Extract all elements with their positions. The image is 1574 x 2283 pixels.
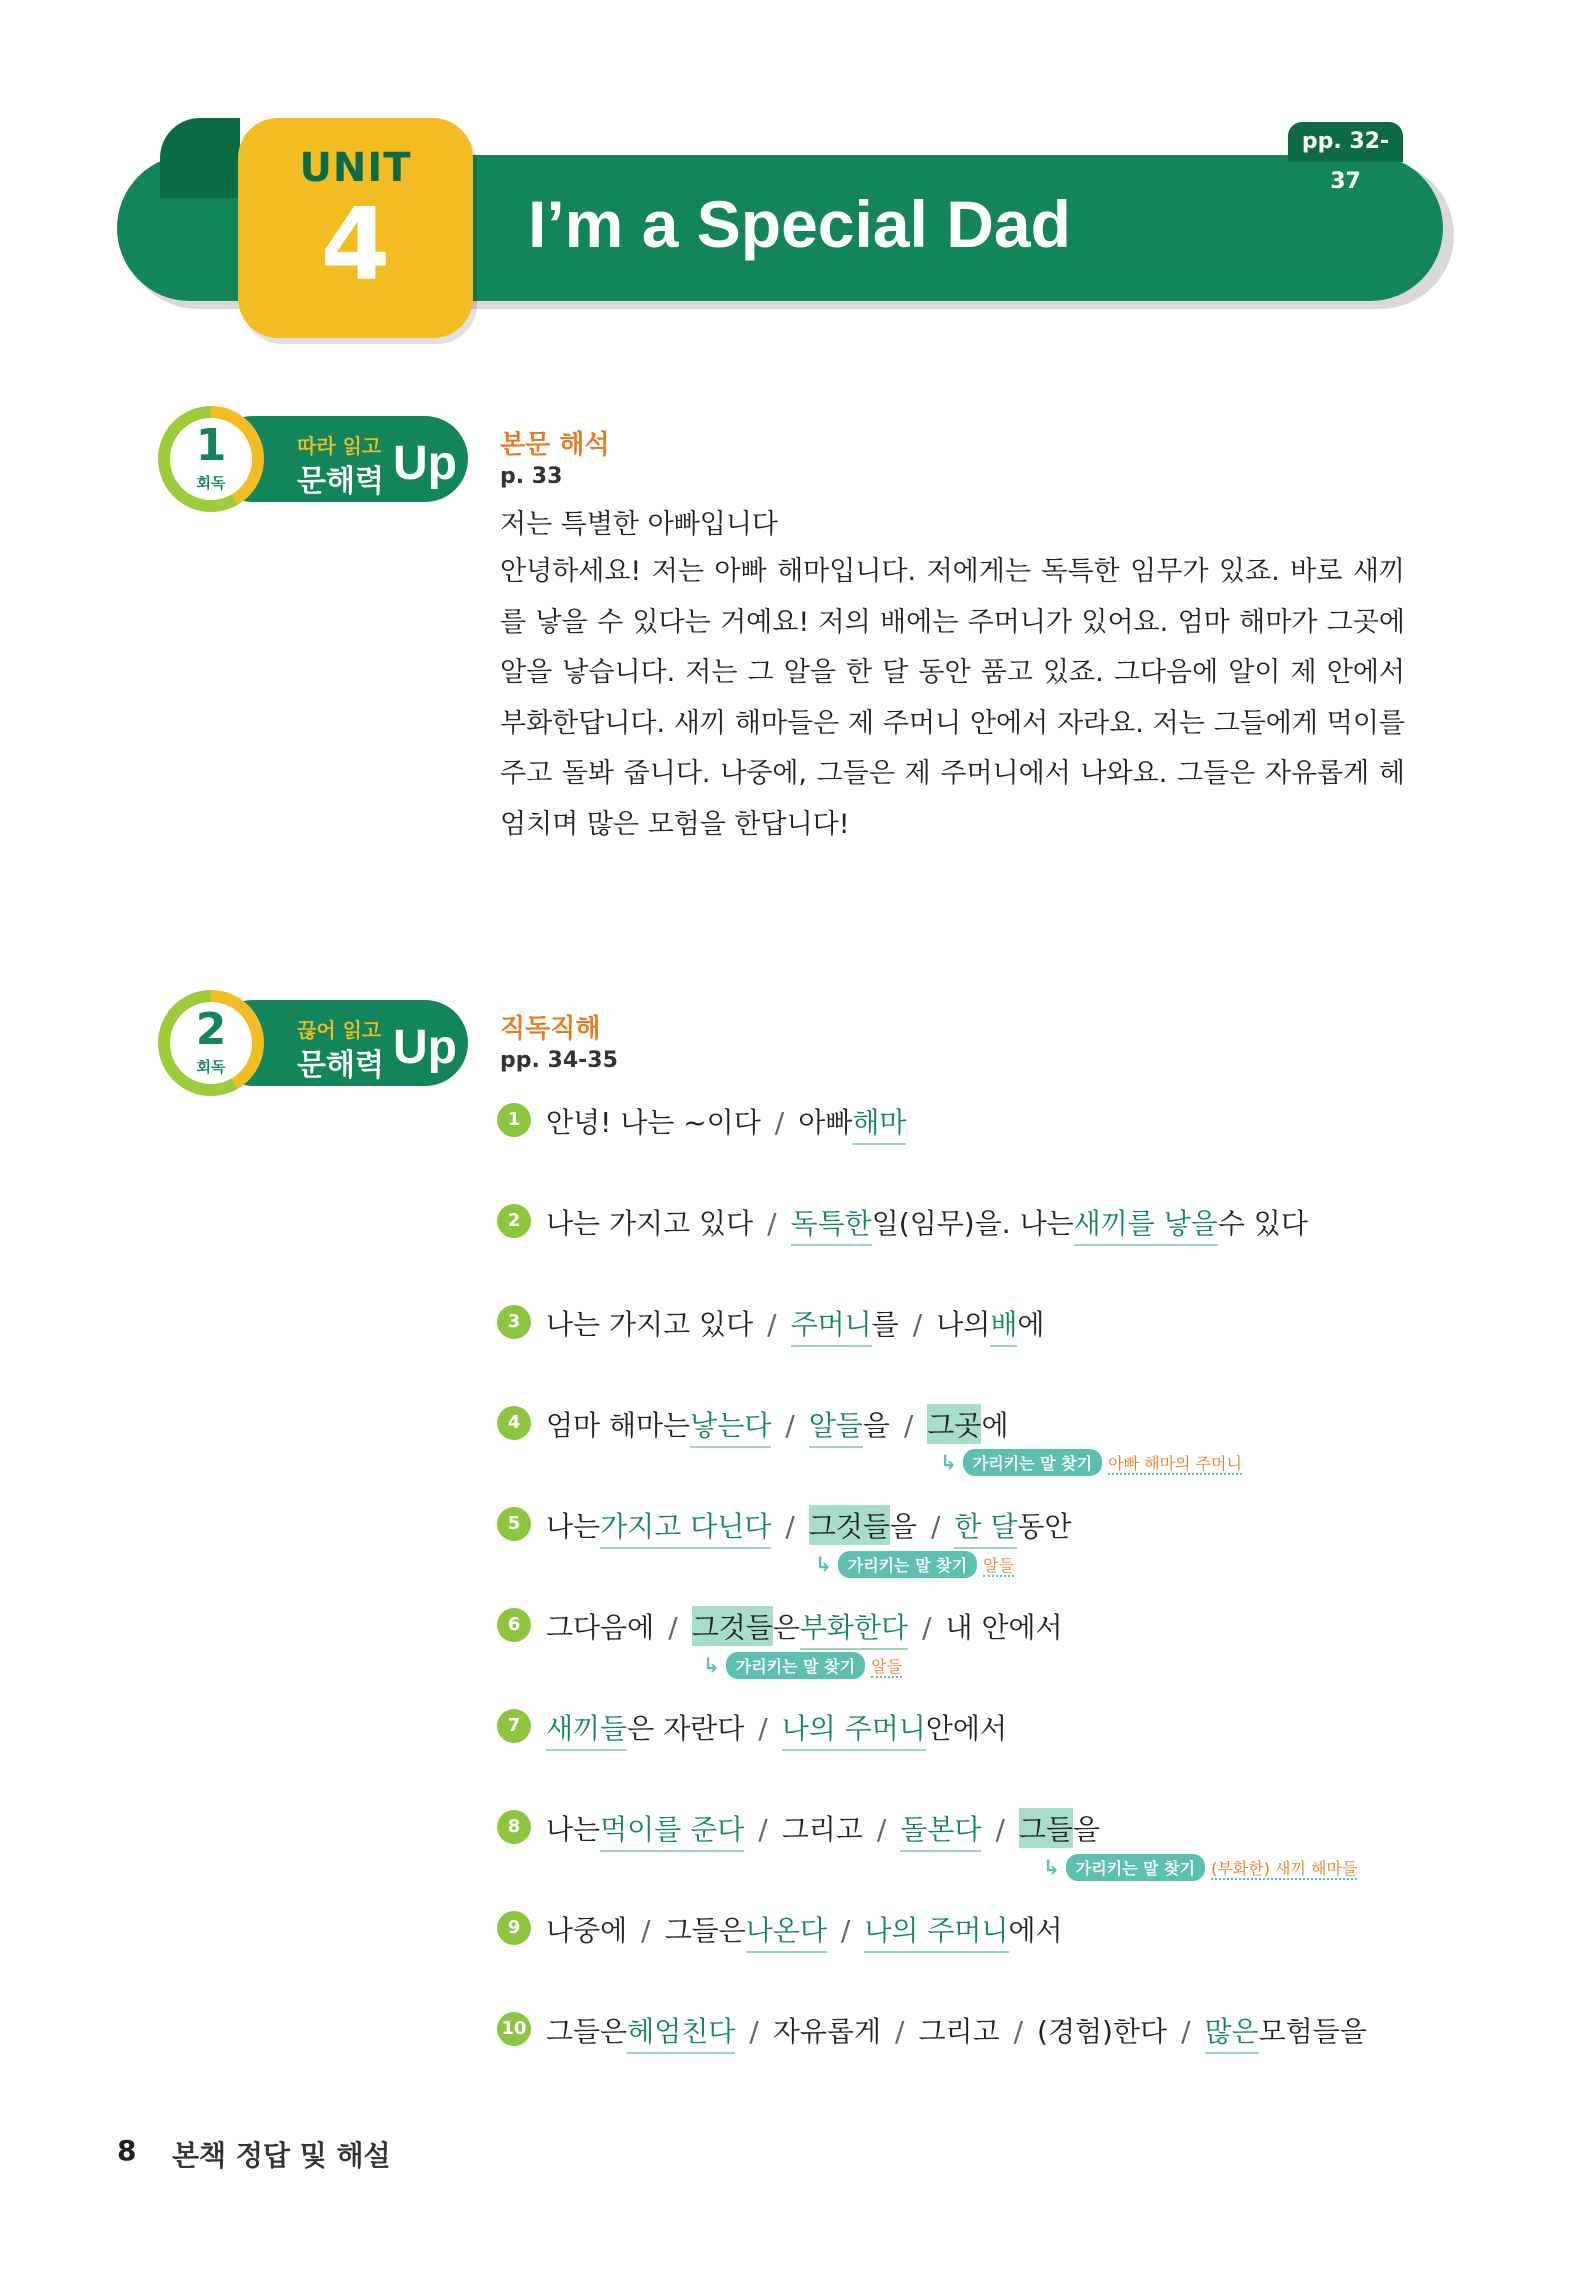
unit-number: 4 — [320, 186, 391, 303]
reference-hint-4 — [940, 1449, 1242, 1476]
translation-line-5 — [546, 1505, 1072, 1549]
hint-arrow-icon: ↳ — [1043, 1855, 1060, 1879]
highlight-word: 나의 주머니 — [782, 1707, 926, 1751]
badge-2-small: 끊어 읽고 — [297, 1018, 382, 1042]
separator: / — [758, 1712, 768, 1745]
separator: / — [785, 1409, 795, 1442]
hint-answer: 아빠 해마의 주머니 — [1108, 1454, 1242, 1473]
badge-1-number: 1 — [195, 420, 227, 471]
badge-2-big: 문해력 — [297, 1048, 384, 1083]
line-text: 아빠 — [798, 1106, 853, 1139]
separator: / — [1013, 2015, 1024, 2048]
translation-line-7 — [546, 1707, 1007, 1751]
line-text: 을 — [862, 1409, 890, 1442]
hint-label: 가리키는 말 찾기 — [1066, 1854, 1205, 1881]
separator: / — [903, 1409, 914, 1442]
translation-line-3 — [546, 1303, 1044, 1347]
hint-label: 가리키는 말 찾기 — [838, 1551, 977, 1578]
pages-tag: pp. 32-37 — [1288, 122, 1403, 162]
line-number-icon: 2 — [497, 1204, 531, 1238]
line-text: 을 — [889, 1510, 917, 1543]
line-text: 은 자란다 — [627, 1712, 745, 1745]
badge-1-small: 따라 읽고 — [297, 434, 382, 458]
hint-arrow-icon: ↳ — [815, 1552, 832, 1576]
line-text: 그리고 — [918, 2015, 1000, 2048]
line-text: 에 — [1017, 1308, 1045, 1341]
page-number: 8 — [117, 2134, 137, 2167]
line-text: 그들은 — [546, 2015, 628, 2048]
line-text: 그들은 — [664, 1914, 746, 1947]
section1-page: p. 33 — [500, 464, 563, 489]
line-number-icon: 8 — [497, 1810, 531, 1844]
translation-line-4 — [546, 1404, 1009, 1448]
hint-label: 가리키는 말 찾기 — [963, 1449, 1102, 1476]
section1-body: 안녕하세요! 저는 아빠 해마입니다. 저에게는 독특한 임무가 있죠. 바로 새끼를 낳을 수 있다는 거예요! 저의 배에는 주머니가 있어요. 엄마 해마가 그곳에 알을 낳습니다. 저는 그 알을 한 달 동안 품고 있죠. 그다음에 알이 제 안에서 부화한답니다. 새끼 해마들은 제 주머니 안에서 자라요. 저는 그들에게 먹이를 주고 돌봐 줍니다. 나중에, 그들은 제 주머니에서 나와요. 그들은 자유롭게 헤엄치며 많은 모험을 한답니다! — [500, 556, 1405, 840]
line-text: 자유롭게 — [772, 2015, 881, 2048]
highlight-word: 많은 — [1205, 2010, 1259, 2054]
line-text: 나는 가지고 있다 — [546, 1207, 754, 1240]
line-text: 동안 — [1017, 1510, 1072, 1543]
line-text: 나의 — [936, 1308, 991, 1341]
line-text: 은 — [772, 1611, 800, 1644]
badge-2-up: Up — [393, 1021, 457, 1074]
hint-answer: 알들 — [871, 1657, 903, 1676]
badge-1-big: 문해력 — [297, 464, 384, 499]
translation-line-9 — [546, 1909, 1063, 1953]
reference-word: 그것들 — [809, 1505, 890, 1545]
badge-1-up: Up — [393, 437, 457, 490]
line-number-icon: 3 — [497, 1305, 531, 1339]
line-text: 나는 — [546, 1813, 601, 1846]
highlight-word: 한 달 — [954, 1505, 1017, 1549]
highlight-word: 낳는다 — [690, 1404, 771, 1448]
separator: / — [749, 2015, 759, 2048]
line-number-icon: 4 — [497, 1406, 531, 1440]
translation-line-1 — [546, 1101, 906, 1145]
hint-answer: (부화한) 새끼 해마들 — [1211, 1859, 1358, 1878]
separator: / — [930, 1510, 941, 1543]
line-text: 을 — [1073, 1813, 1101, 1846]
hint-answer: 알들 — [983, 1556, 1015, 1575]
highlight-word: 해마 — [852, 1101, 906, 1145]
hint-label: 가리키는 말 찾기 — [726, 1652, 865, 1679]
translation-line-2 — [546, 1202, 1308, 1246]
highlight-word: 나온다 — [746, 1909, 827, 1953]
separator: / — [995, 1813, 1005, 1846]
banner-tab — [160, 118, 240, 198]
highlight-word: 알들 — [809, 1404, 863, 1448]
line-text: 에서 — [1008, 1914, 1063, 1947]
section2-title: 직독직해 — [500, 1014, 601, 1044]
separator: / — [895, 2015, 905, 2048]
line-text: 엄마 해마는 — [546, 1409, 691, 1442]
separator: / — [1181, 2015, 1191, 2048]
highlight-word: 배 — [990, 1303, 1017, 1347]
separator: / — [774, 1106, 785, 1139]
translation-line-6 — [546, 1606, 1063, 1650]
reference-word: 그들 — [1019, 1808, 1073, 1848]
reference-word: 그것들 — [692, 1606, 773, 1646]
reference-hint-5 — [815, 1551, 1014, 1578]
separator: / — [876, 1813, 887, 1846]
highlight-word: 주머니 — [791, 1303, 872, 1347]
separator: / — [758, 1813, 768, 1846]
highlight-word: 새끼를 낳을 — [1074, 1202, 1218, 1246]
line-text: 나중에 — [546, 1914, 628, 1947]
line-text: 모험들을 — [1258, 2015, 1367, 2048]
separator: / — [785, 1510, 795, 1543]
line-number-icon: 10 — [497, 2012, 531, 2046]
reference-hint-8 — [1043, 1854, 1357, 1881]
highlight-word: 헤엄친다 — [627, 2010, 735, 2054]
hint-arrow-icon: ↳ — [940, 1450, 957, 1474]
line-text: 를 — [871, 1308, 899, 1341]
reference-hint-6 — [703, 1652, 902, 1679]
unit-title: I’m a Special Dad — [528, 187, 1071, 261]
highlight-word: 부화한다 — [800, 1606, 908, 1650]
line-text: 그다음에 — [546, 1611, 655, 1644]
line-text: 수 있다 — [1217, 1207, 1308, 1240]
highlight-word: 독특한 — [791, 1202, 872, 1246]
line-text: 내 안에서 — [945, 1611, 1063, 1644]
line-text: 나는 — [546, 1510, 601, 1543]
line-text: 나는 가지고 있다 — [546, 1308, 754, 1341]
separator: / — [922, 1611, 932, 1644]
hint-arrow-icon: ↳ — [703, 1653, 720, 1677]
translation-line-10 — [546, 2010, 1367, 2054]
badge-2-number: 2 — [195, 1004, 227, 1055]
separator: / — [668, 1611, 678, 1644]
translation-line-8 — [546, 1808, 1100, 1852]
section1-subtitle: 저는 특별한 아빠입니다 — [500, 509, 778, 540]
highlight-word: 나의 주머니 — [864, 1909, 1008, 1953]
line-text: 안녕! 나는 ~이다 — [546, 1106, 761, 1139]
separator: / — [767, 1207, 777, 1240]
badge-2-sub: 회독 — [196, 1058, 226, 1076]
line-number-icon: 1 — [497, 1103, 531, 1137]
line-text: 일(임무)을. 나는 — [871, 1207, 1074, 1240]
section1-title: 본문 해석 — [500, 430, 610, 460]
line-text: 안에서 — [925, 1712, 1007, 1745]
separator: / — [840, 1914, 851, 1947]
line-text: 에 — [981, 1409, 1009, 1442]
reference-word: 그곳 — [927, 1404, 981, 1444]
separator: / — [767, 1308, 777, 1341]
highlight-word: 먹이를 준다 — [600, 1808, 744, 1852]
badge-1-sub: 회독 — [196, 474, 226, 492]
unit-label: UNIT — [299, 145, 412, 191]
line-text: 그리고 — [781, 1813, 863, 1846]
highlight-word: 새끼들 — [546, 1707, 627, 1751]
line-number-icon: 5 — [497, 1507, 531, 1541]
line-number-icon: 6 — [497, 1608, 531, 1642]
section2-page: pp. 34-35 — [500, 1048, 618, 1073]
line-number-icon: 7 — [497, 1709, 531, 1743]
highlight-word: 가지고 다닌다 — [600, 1505, 771, 1549]
line-number-icon: 9 — [497, 1911, 531, 1945]
separator: / — [641, 1914, 651, 1947]
highlight-word: 돌본다 — [900, 1808, 981, 1852]
footer-title: 본책 정답 및 해설 — [172, 2139, 391, 2172]
separator: / — [912, 1308, 923, 1341]
line-text: (경험)한다 — [1037, 2015, 1168, 2048]
